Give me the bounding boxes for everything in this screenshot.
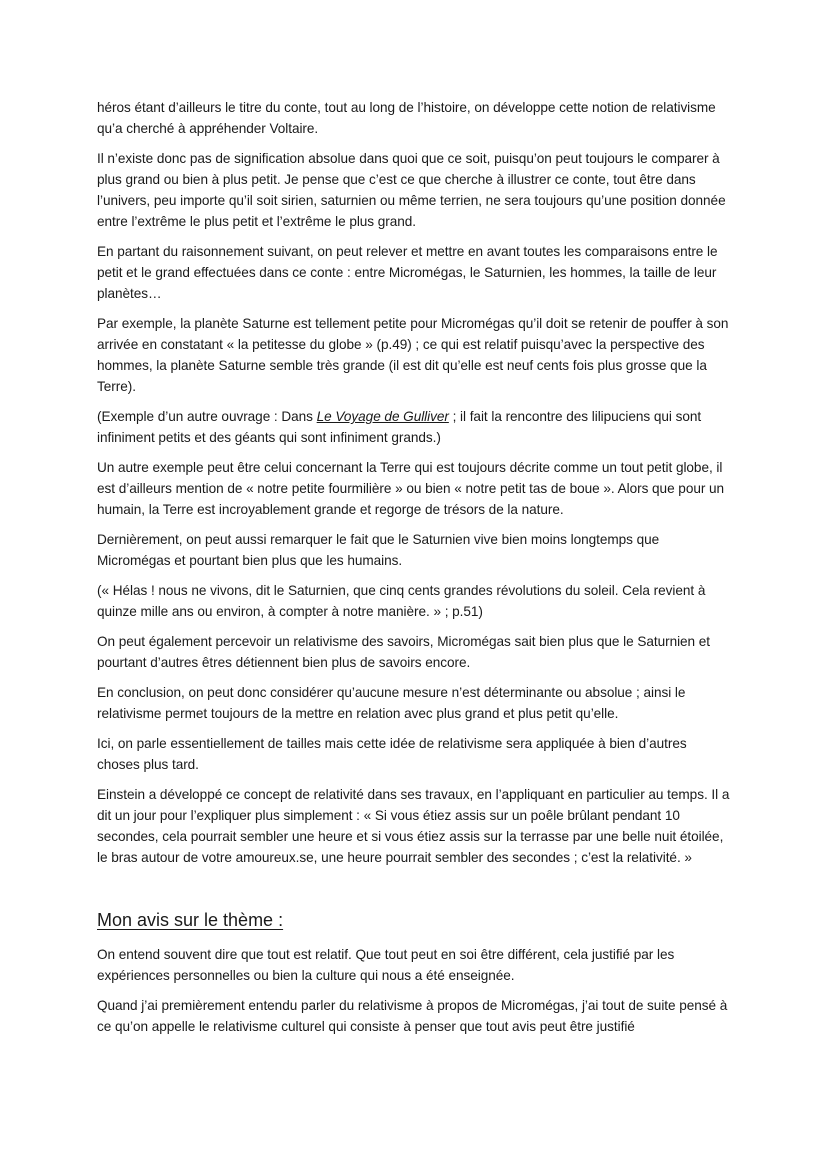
paragraph-gulliver — [97, 406, 733, 448]
paragraph-heros: héros étant d’ailleurs le titre du conte, tout au long de l’histoire, on développe cette notion de relativisme qu’a cherché à appréhender Voltaire. — [97, 100, 716, 136]
paragraph-tailles: Ici, on parle essentiellement de tailles mais cette idée de relativisme sera appliquée à bien d’autres choses plus tard. — [97, 736, 687, 772]
paragraph-dernierement: Dernièrement, on peut aussi remarquer le fait que le Saturnien vive bien moins longtemps que Micromégas et pourtant bien plus que les humains. — [97, 532, 660, 568]
paragraph-avis-relatif: On entend souvent dire que tout est relatif. Que tout peut en soi être différent, cela justifié par les expériences personnelles ou bien la culture qui nous a été enseignée. — [97, 947, 675, 983]
gulliver-intro: (Exemple d’un autre ouvrage : Dans — [97, 409, 317, 424]
paragraph-avis-culturel: Quand j’ai premièrement entendu parler du relativisme à propos de Micromégas, j’ai tout de suite pensé à ce qu’on appelle le relativisme culturel qui consiste à penser que tout avis peut être justifié — [97, 998, 728, 1034]
paragraph-conclusion: En conclusion, on peut donc considérer qu’aucune mesure n’est déterminante ou absolue ; ainsi le relativisme permet toujours de la mettre en relation avec plus grand et plus petit qu’elle. — [97, 685, 686, 721]
document-page — [97, 97, 733, 1046]
paragraph-signification: Il n’existe donc pas de signification absolue dans quoi que ce soit, puisqu’on peut toujours le comparer à plus grand ou bien à plus petit. Je pense que c’est ce que cherche à illustrer ce conte, tout être dans l’univers, peu importe qu’il soit sirien, saturnien ou même terrien, ne sera toujours qu’une position donnée entre l’extrême le plus petit et l’extrême le plus grand. — [97, 151, 726, 229]
gulliver-rest: ; il fait la rencontre des lilipuciens qui sont infiniment petits et des géants qui sont infiniment grands.) — [97, 409, 702, 445]
paragraph-terre: Un autre exemple peut être celui concernant la Terre qui est toujours décrite comme un tout petit globe, il est d’ailleurs mention de « notre petite fourmilière » ou bien « notre petit tas de boue ». Alors que pour un humain, la Terre est incroyablement grande et regorge de trésors de la nature. — [97, 460, 725, 517]
paragraph-raisonnement: En partant du raisonnement suivant, on peut relever et mettre en avant toutes les comparaisons entre le petit et le grand effectuées dans ce conte : entre Micromégas, le Saturnien, les hommes, la taille de leur planètes… — [97, 244, 718, 301]
section-heading-avis: Mon avis sur le thème : — [97, 910, 284, 930]
gulliver-book-title: Le Voyage de Gulliver — [316, 409, 449, 424]
paragraph-savoirs: On peut également percevoir un relativisme des savoirs, Micromégas sait bien plus que le Saturnien et pourtant d’autres êtres détiennent bien plus de savoirs encore. — [97, 634, 711, 670]
paragraph-citation-saturnien: (« Hélas ! nous ne vivons, dit le Saturnien, que cinq cents grandes révolutions du soleil. Cela revient à quinze mille ans ou environ, à compter à notre manière. » ; p.51) — [97, 583, 706, 619]
paragraph-einstein: Einstein a développé ce concept de relativité dans ses travaux, en l’appliquant en particulier au temps. Il a dit un jour pour l’expliquer plus simplement : « Si vous étiez assis sur un poêle brûlant pendant 10 secondes, cela pourrait sembler une heure et si vous étiez assis sur la terrasse par une belle nuit étoilée, le bras autour de votre amoureux.se, une heure pourrait sembler des secondes ; c’est la relativité. » — [97, 787, 730, 865]
paragraph-saturne: Par exemple, la planète Saturne est tellement petite pour Micromégas qu’il doit se retenir de pouffer à son arrivée en constatant « la petitesse du globe » (p.49) ; ce qui est relatif puisqu’avec la perspective des hommes, la planète Saturne semble très grande (il est dit qu’elle est neuf cents fois plus grosse que la Terre). — [97, 316, 729, 394]
